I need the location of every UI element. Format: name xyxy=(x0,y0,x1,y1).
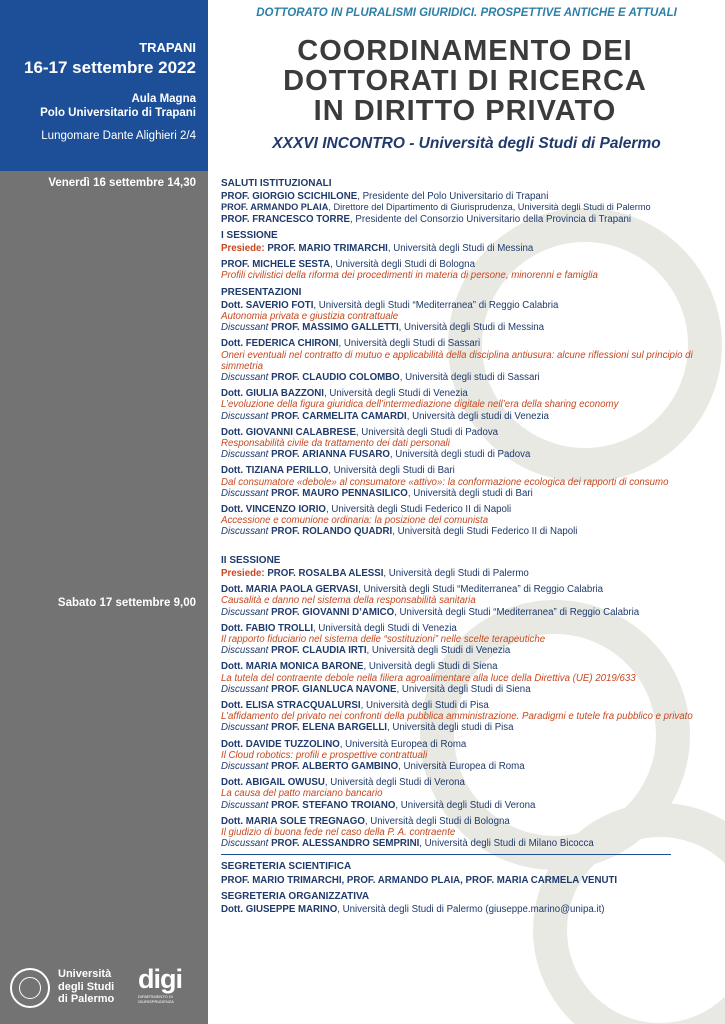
speaker-affiliation: , Università degli Studi “Mediterranea” di Reggio Calabria xyxy=(313,299,559,311)
speaker-affiliation: , Università degli Studi di Venezia xyxy=(323,388,468,400)
event-info-panel xyxy=(0,0,208,171)
event-venue xyxy=(40,92,196,120)
speaker-affiliation: , Università degli Studi di Verona xyxy=(324,777,465,789)
page-title xyxy=(215,36,715,126)
presentation-topic: Dal consumatore «debole» al consumatore «attivo»: la conformazione ecologica dei rapporti di consumo xyxy=(221,476,669,488)
contact-email-link[interactable]: giuseppe.marino@unipa.it xyxy=(488,903,602,915)
title-line-3: IN DIRITTO PRIVATO xyxy=(313,95,617,127)
presentation-item xyxy=(221,388,717,422)
discussant-affiliation: , Università degli studi di Venezia xyxy=(406,410,549,422)
presentation-item xyxy=(221,584,717,618)
speaker-affiliation: , Università degli Studi di Siena xyxy=(363,661,498,673)
segreteria-organizzativa-title: SEGRETERIA ORGANIZZATIVA xyxy=(221,890,370,902)
discussant-label: Discussant xyxy=(221,526,269,538)
discussant-name: PROF. ELENA BARGELLI xyxy=(271,722,387,734)
discussant-name: PROF. MASSIMO GALLETTI xyxy=(271,322,399,334)
venue-building: Polo Universitario di Trapani xyxy=(40,107,196,119)
speaker-name: Dott. ABIGAIL OWUSU xyxy=(221,777,325,789)
presentation-item xyxy=(221,338,717,383)
saluti-title: SALUTI ISTITUZIONALI xyxy=(221,178,332,189)
discussant-affiliation: , Università degli Studi di Verona xyxy=(395,799,536,811)
digi-logo-mark: digi xyxy=(138,964,182,994)
speaker-affiliation: , Università degli Studi di Bologna xyxy=(330,259,475,271)
presentazioni-list xyxy=(221,300,717,538)
discussant-name: PROF. CLAUDIA IRTI xyxy=(271,645,367,657)
chair-affiliation: , Università degli Studi di Messina xyxy=(387,243,534,255)
discussant-affiliation: , Università degli studi di Sassari xyxy=(399,372,540,384)
event-dates: 16-17 settembre 2022 xyxy=(23,58,196,77)
segreteria-scientifica-names: PROF. MARIO TRIMARCHI, PROF. ARMANDO PLAIA, PROF. MARIA CARMELA VENUTI xyxy=(221,874,618,886)
contact-affiliation: , Università degli Studi di Palermo ( xyxy=(337,903,489,915)
saluti-item xyxy=(221,191,717,202)
discussant-affiliation: , Università degli studi di Pisa xyxy=(387,722,514,734)
discussant-name: PROF. ALESSANDRO SEMPRINI xyxy=(271,838,420,850)
presentation-item xyxy=(221,739,717,773)
presentation-topic: Il Cloud robotics: profili e prospettive contrattuali xyxy=(221,749,428,761)
discussant-label: Discussant xyxy=(221,372,269,384)
digi-logo-subtext: DIPARTIMENTO DI GIURISPRUDENZA xyxy=(138,994,174,1004)
presentation-topic: Responsabilità civile da trattamento dei dati personali xyxy=(221,438,450,450)
session2-list xyxy=(221,584,717,849)
contact-close: ) xyxy=(601,903,605,915)
discussant-label: Discussant xyxy=(221,722,269,734)
speaker-role: , Presidente del Polo Universitario di Trapani xyxy=(357,191,549,203)
presentation-item xyxy=(221,661,717,695)
saluti-item xyxy=(221,202,717,213)
speaker-name: PROF. FRANCESCO TORRE xyxy=(221,213,350,225)
speaker-affiliation: , Università degli Studi Federico II di Napoli xyxy=(325,504,512,516)
chair-name: PROF. MARIO TRIMARCHI xyxy=(267,243,388,255)
presiede-label: Presiede: xyxy=(221,243,265,255)
presentation-item xyxy=(221,504,717,538)
contact-name: Dott. GIUSEPPE MARINO xyxy=(221,903,338,915)
doctorate-name: DOTTORATO IN PLURALISMI GIURIDICI. PROSPETTIVE ANTICHE E ATTUALI xyxy=(256,7,677,19)
discussant-name: PROF. STEFANO TROIANO xyxy=(271,799,396,811)
speaker-affiliation: , Università degli Studi di Pisa xyxy=(360,699,489,711)
chair-affiliation: , Università degli Studi di Palermo xyxy=(383,567,529,579)
program xyxy=(221,178,717,915)
discussant-label: Discussant xyxy=(221,410,269,422)
speaker-name: Dott. VINCENZO IORIO xyxy=(221,504,326,516)
speaker-name: Dott. GIULIA BAZZONI xyxy=(221,388,324,400)
discussant-name: PROF. GIANLUCA NAVONE xyxy=(271,683,397,695)
saluti-list xyxy=(221,191,717,225)
presentation-topic: Oneri eventuali nel contratto di mutuo e applicabilità della disciplina antiusura: alcune riflessioni sul principio di simmetria xyxy=(221,349,693,372)
presentation-item xyxy=(221,427,717,461)
unipa-logo xyxy=(10,966,130,1010)
speaker-name: PROF. ARMANDO PLAIA xyxy=(221,202,329,213)
segreteria-scientifica-title: SEGRETERIA SCIENTIFICA xyxy=(221,861,352,873)
unipa-seal-icon xyxy=(10,968,50,1008)
discussant-label: Discussant xyxy=(221,322,269,334)
presentation-topic: L’evoluzione della figura giuridica dell’intermediazione digitale nell’era della sharing economy xyxy=(221,399,619,411)
presentation-topic: Il rapporto fiduciario nel sistema delle “sostituzioni” nelle scelte terapeutiche xyxy=(221,633,546,645)
speaker-name: Dott. ELISA STRACQUALURSI xyxy=(221,699,361,711)
speaker-name: Dott. MARIA MONICA BARONE xyxy=(221,661,364,673)
speaker-role: , Presidente del Consorzio Universitario della Provincia di Trapani xyxy=(350,213,632,225)
discussant-affiliation: , Università degli Studi di Venezia xyxy=(366,645,511,657)
speaker-affiliation: , Università degli Studi di Bologna xyxy=(364,815,510,827)
speaker-name: PROF. GIORGIO SCICHILONE xyxy=(221,191,358,203)
session2-chair xyxy=(221,568,717,579)
speaker-name: Dott. MARIA PAOLA GERVASI xyxy=(221,584,359,596)
presentation-item xyxy=(221,300,717,334)
event-address: Lungomare Dante Alighieri 2/4 xyxy=(41,130,196,142)
event-city: TRAPANI xyxy=(139,40,196,55)
speaker-affiliation: , Università degli Studi di Sassari xyxy=(338,338,481,350)
day1-label: Venerdì 16 settembre 14,30 xyxy=(48,177,196,189)
speaker-name: Dott. TIZIANA PERILLO xyxy=(221,465,329,477)
discussant-label: Discussant xyxy=(221,760,269,772)
session2-title: II SESSIONE xyxy=(221,554,281,566)
presentation-topic: La causa del patto marciano bancario xyxy=(221,788,383,800)
discussant-label: Discussant xyxy=(221,606,269,618)
discussant-affiliation: , Università degli Studi “Mediterranea” di Reggio Calabria xyxy=(394,606,640,618)
speaker-name: Dott. FEDERICA CHIRONI xyxy=(221,338,339,350)
speaker-name: Dott. FABIO TROLLI xyxy=(221,622,314,634)
speaker-affiliation: , Università degli Studi di Venezia xyxy=(313,622,457,634)
speaker-affiliation: , Università degli Studi “Mediterranea” di Reggio Calabria xyxy=(358,584,604,596)
unipa-logo-text: Università degli Studi di Palermo xyxy=(58,968,115,1005)
session1-speaker xyxy=(221,259,717,281)
discussant-affiliation: , Università degli Studi di Milano Bicocca xyxy=(419,838,594,850)
discussant-name: PROF. GIOVANNI D’AMICO xyxy=(271,606,395,618)
presentation-topic: Autonomia privata e giustizia contrattuale xyxy=(221,311,399,323)
discussant-name: PROF. ROLANDO QUADRI xyxy=(271,526,393,538)
discussant-name: PROF. CARMELITA CAMARDI xyxy=(271,410,407,422)
presentation-item xyxy=(221,465,717,499)
presentation-topic: L’affidamento del privato nei confronti della pubblica amministrazione. Paradigmi e tutele fra pubblico e privato xyxy=(221,711,693,723)
title-line-2: DOTTORATI DI RICERCA xyxy=(283,65,647,97)
discussant-label: Discussant xyxy=(221,487,269,499)
speaker-topic: Profili civilistici della riforma dei procedimenti in materia di persone, minorenni e famiglia xyxy=(221,270,598,282)
presentation-item xyxy=(221,777,717,811)
speaker-affiliation: , Università degli Studi di Padova xyxy=(355,426,499,438)
speaker-name: PROF. MICHELE SESTA xyxy=(221,259,331,271)
speaker-name: Dott. MARIA SOLE TREGNAGO xyxy=(221,815,365,827)
segreteria-organizzativa-contact xyxy=(221,904,717,915)
presentation-item xyxy=(221,700,717,734)
discussant-label: Discussant xyxy=(221,683,269,695)
discussant-affiliation: , Università degli Studi di Siena xyxy=(396,683,531,695)
presentazioni-title: PRESENTAZIONI xyxy=(221,286,302,298)
speaker-name: Dott. DAVIDE TUZZOLINO xyxy=(221,738,340,750)
discussant-name: PROF. CLAUDIO COLOMBO xyxy=(271,372,400,384)
day2-label: Sabato 17 settembre 9,00 xyxy=(57,597,196,609)
discussant-affiliation: , Università Europea di Roma xyxy=(398,760,525,772)
section-divider xyxy=(221,854,671,855)
saluti-item xyxy=(221,214,717,225)
presentation-topic: Accessione e comunione ordinaria: la posizione del comunista xyxy=(221,515,489,527)
presentation-item xyxy=(221,623,717,657)
venue-hall: Aula Magna xyxy=(131,93,196,105)
presiede-label: Presiede: xyxy=(221,567,265,579)
session1-chair xyxy=(221,243,717,254)
meeting-subtitle: XXXVI INCONTRO - Università degli Studi di Palermo xyxy=(272,135,661,152)
chair-name: PROF. ROSALBA ALESSI xyxy=(267,567,384,579)
discussant-affiliation: , Università degli studi di Bari xyxy=(407,487,533,499)
presentation-topic: Il giudizio di buona fede nel caso della P. A. contraente xyxy=(221,826,456,838)
discussant-name: PROF. ARIANNA FUSARO xyxy=(271,449,390,461)
discussant-name: PROF. MAURO PENNASILICO xyxy=(271,487,408,499)
digi-logo xyxy=(138,964,198,1010)
speaker-affiliation: , Università Europea di Roma xyxy=(339,738,467,750)
discussant-affiliation: , Università degli studi di Padova xyxy=(389,449,531,461)
discussant-label: Discussant xyxy=(221,838,269,850)
discussant-affiliation: , Università degli Studi Federico II di Napoli xyxy=(392,526,578,538)
discussant-label: Discussant xyxy=(221,799,269,811)
speaker-name: Dott. GIOVANNI CALABRESE xyxy=(221,426,356,438)
discussant-name: PROF. ALBERTO GAMBINO xyxy=(271,760,399,772)
schedule-sidebar xyxy=(0,171,208,1024)
presentation-topic: Causalità e danno nel sistema della responsabilità sanitaria xyxy=(221,595,476,607)
presentation-item xyxy=(221,816,717,850)
speaker-name: Dott. SAVERIO FOTI xyxy=(221,299,314,311)
session1-title: I SESSIONE xyxy=(221,229,278,241)
discussant-label: Discussant xyxy=(221,645,269,657)
discussant-affiliation: , Università degli Studi di Messina xyxy=(398,322,545,334)
presentation-topic: La tutela del contraente debole nella filiera agroalimentare alla luce della Direttiva (UE) 2019/633 xyxy=(221,672,636,684)
speaker-affiliation: , Università degli Studi di Bari xyxy=(328,465,455,477)
speaker-role: , Direttore del Dipartimento di Giurisprudenza, Università degli Studi di Palermo xyxy=(328,202,651,213)
title-line-1: COORDINAMENTO DEI xyxy=(297,35,633,67)
discussant-label: Discussant xyxy=(221,449,269,461)
